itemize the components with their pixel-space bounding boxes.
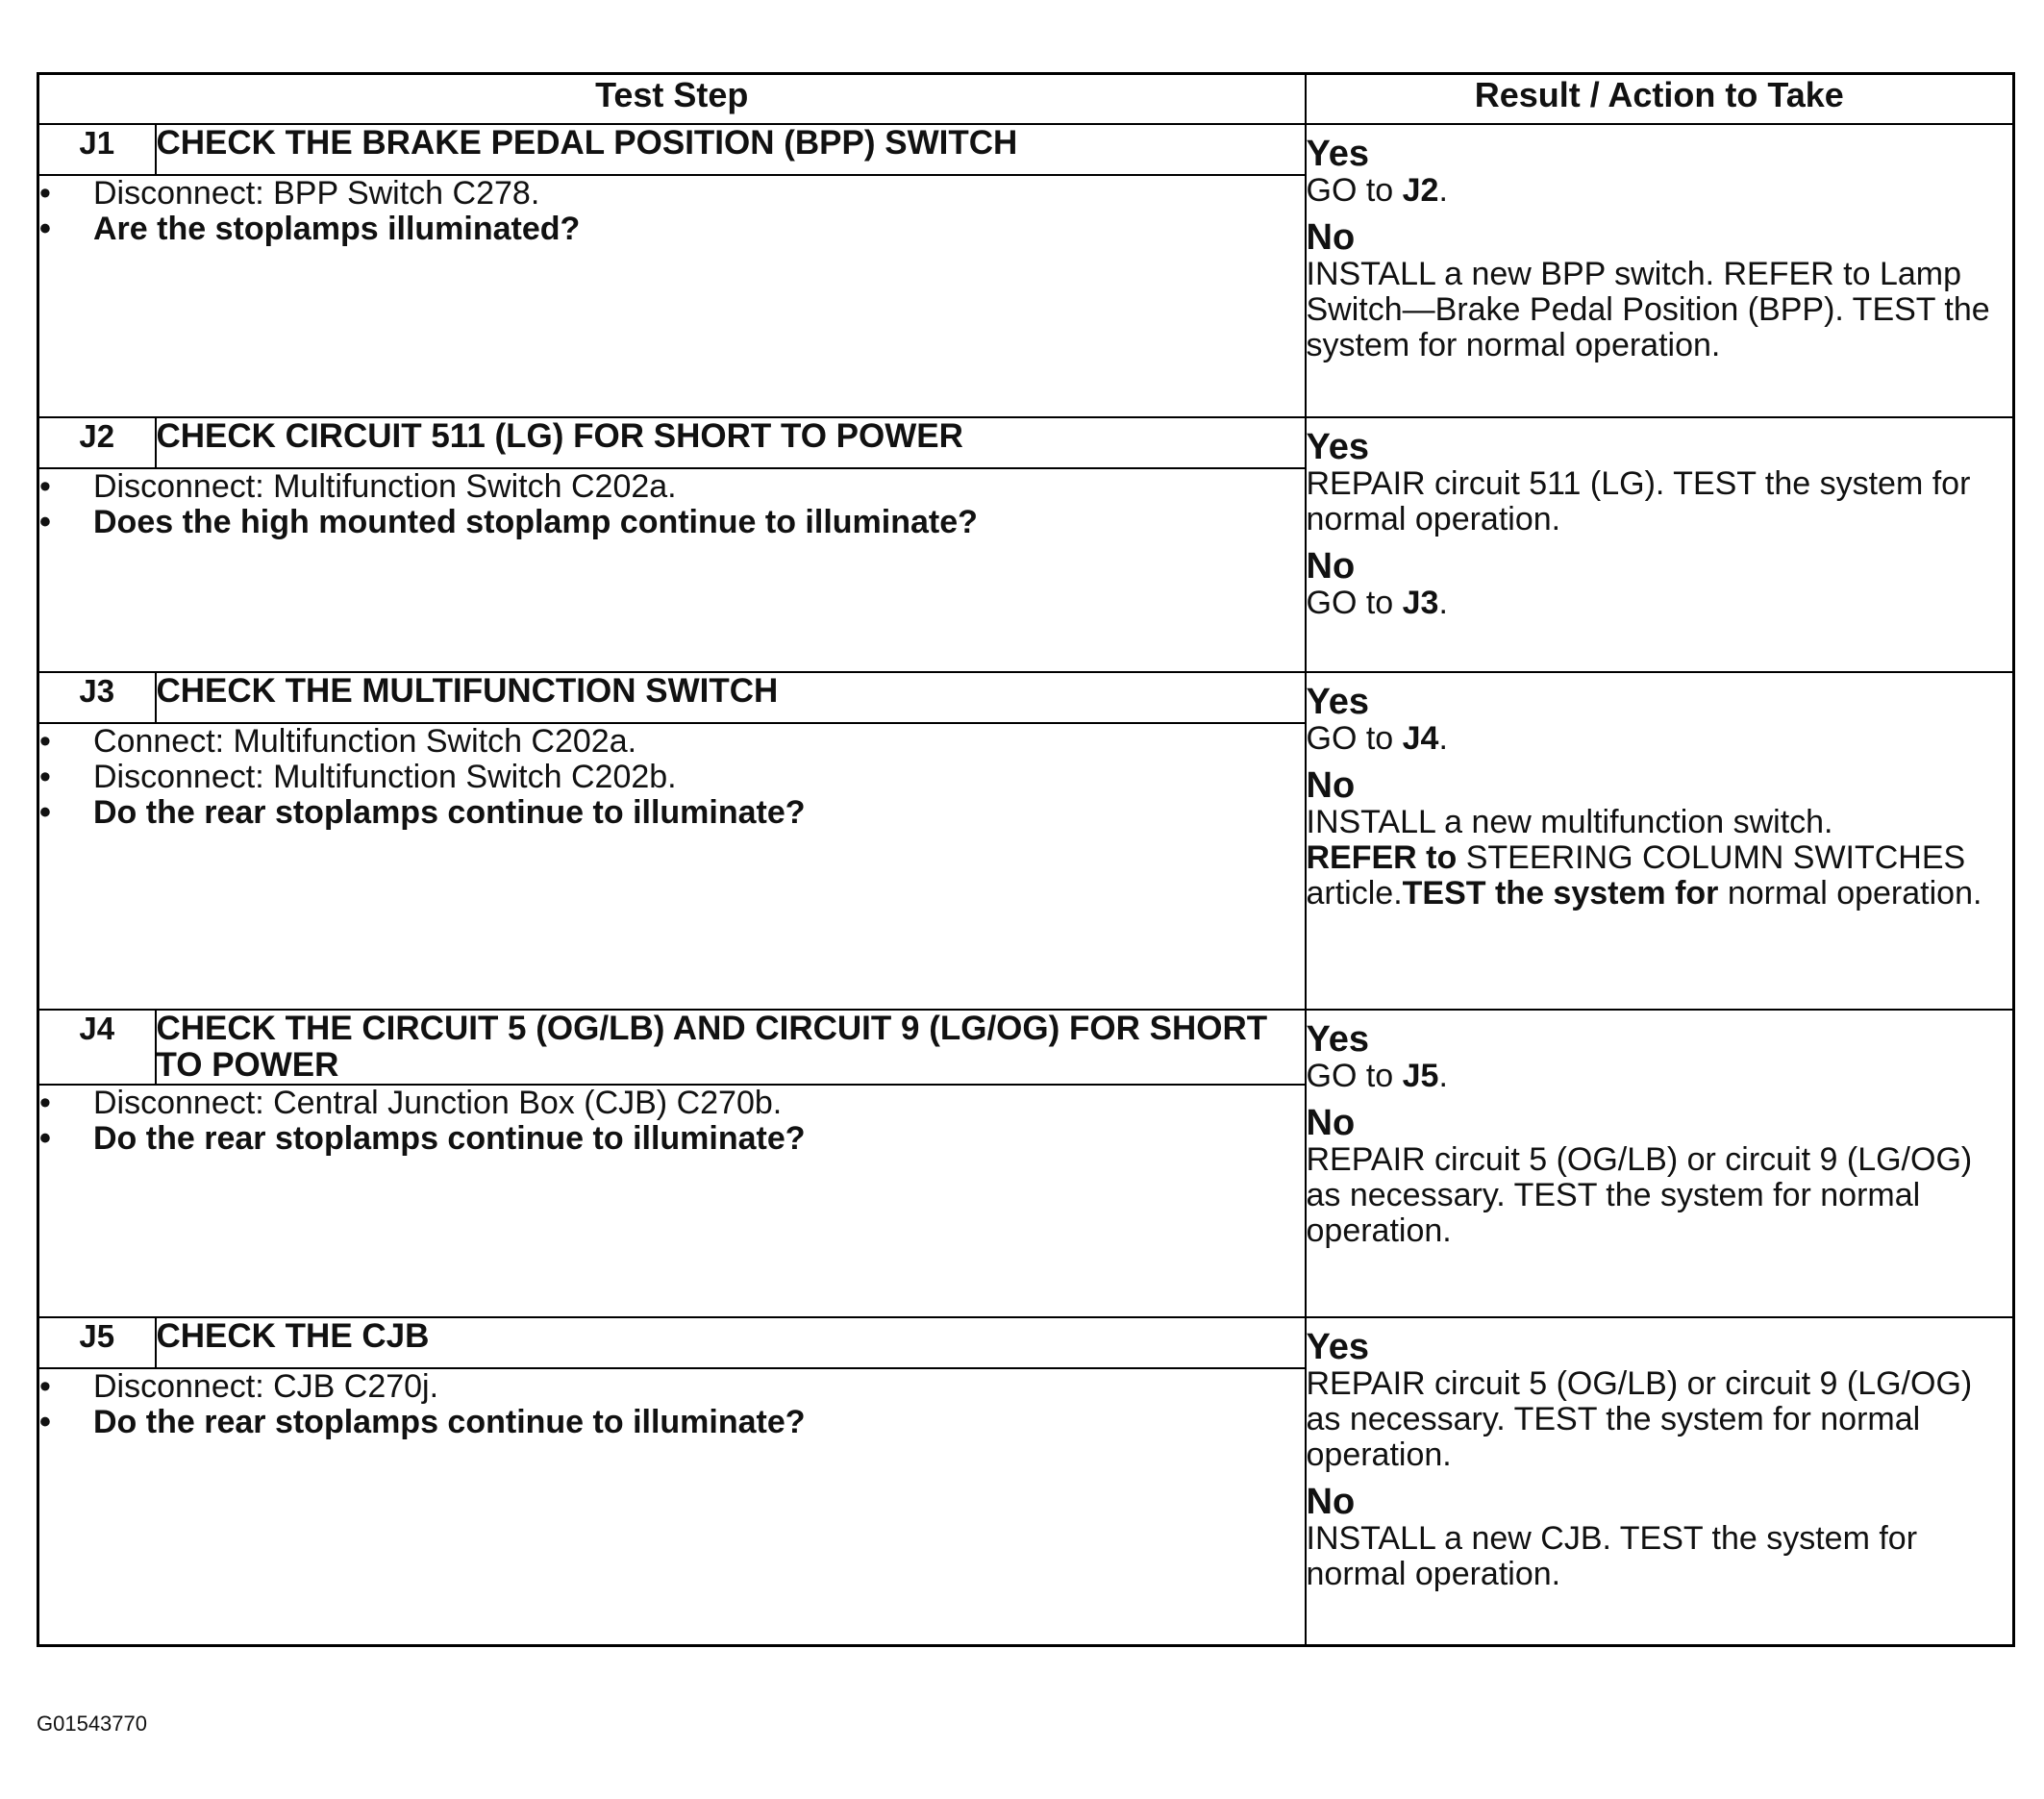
answer-yes-label: Yes bbox=[1306, 1327, 1370, 1367]
answer-no-text bbox=[1307, 257, 2013, 363]
answer-refer-label: REFER to bbox=[1306, 839, 1458, 876]
bullet-glyph: • bbox=[39, 211, 51, 247]
instruction-text: Does the high mounted stoplamp continue to illuminate? bbox=[93, 504, 978, 540]
answer-goto-step: J3 bbox=[1402, 585, 1439, 621]
bullet-glyph: • bbox=[39, 175, 51, 212]
step-instruction-list bbox=[39, 469, 1305, 540]
diagnostic-table-container bbox=[37, 72, 2012, 1647]
answer-no bbox=[1307, 547, 2013, 621]
instruction-text: Do the rear stoplamps continue to illuminate? bbox=[93, 1404, 806, 1440]
answer-no-label: No bbox=[1306, 546, 1356, 587]
step-instruction-list bbox=[39, 176, 1305, 247]
answer-text: REPAIR circuit 511 (LG). TEST the system for normal operation. bbox=[1306, 465, 1971, 537]
bullet-glyph: • bbox=[39, 1085, 51, 1121]
answer-yes-text bbox=[1307, 1366, 2013, 1473]
answer-text: GO to bbox=[1306, 172, 1403, 209]
answer-yes bbox=[1307, 135, 2013, 209]
step-instructions-cell bbox=[38, 1085, 1306, 1317]
answer-text: REPAIR circuit 5 (OG/LB) or circuit 9 (LG/OG) as necessary. TEST the system for normal operation. bbox=[1306, 1141, 1973, 1249]
answer-yes-label: Yes bbox=[1306, 682, 1370, 722]
step-result-cell bbox=[1306, 124, 2014, 417]
answer-text: GO to bbox=[1306, 1058, 1403, 1094]
answer-punct: . bbox=[1438, 1058, 1448, 1094]
table-body bbox=[38, 124, 2014, 1646]
bullet-glyph: • bbox=[39, 759, 51, 795]
step-instruction bbox=[39, 469, 1305, 505]
diagnostic-table bbox=[37, 72, 2015, 1647]
answer-no-label: No bbox=[1306, 1103, 1356, 1143]
answer-yes bbox=[1307, 683, 2013, 757]
instruction-text: Disconnect: BPP Switch C278. bbox=[93, 175, 540, 212]
bullet-glyph: • bbox=[39, 723, 51, 760]
step-instruction bbox=[39, 724, 1305, 760]
step-question bbox=[39, 212, 1305, 247]
answer-test-text: normal operation. bbox=[1718, 875, 1982, 912]
step-id: J4 bbox=[38, 1010, 156, 1085]
answer-no-text bbox=[1307, 586, 2013, 621]
header-result-action: Result / Action to Take bbox=[1306, 74, 2014, 125]
bullet-glyph: • bbox=[39, 1368, 51, 1405]
answer-yes bbox=[1307, 428, 2013, 537]
answer-punct: . bbox=[1438, 585, 1448, 621]
answer-punct: . bbox=[1438, 172, 1448, 209]
answer-no-text bbox=[1307, 1142, 2013, 1249]
step-result-cell bbox=[1306, 417, 2014, 672]
bullet-glyph: • bbox=[39, 1404, 51, 1440]
step-title-row bbox=[38, 1010, 2014, 1085]
bullet-glyph: • bbox=[39, 1120, 51, 1157]
instruction-text: Disconnect: Central Junction Box (CJB) C270b. bbox=[93, 1085, 783, 1121]
step-title: CHECK THE MULTIFUNCTION SWITCH bbox=[156, 672, 1306, 723]
step-question bbox=[39, 795, 1305, 831]
answer-no bbox=[1307, 218, 2013, 363]
instruction-text: Disconnect: Multifunction Switch C202a. bbox=[93, 468, 677, 505]
answer-no-label: No bbox=[1306, 765, 1356, 806]
answer-no-label: No bbox=[1306, 217, 1356, 258]
instruction-text: Connect: Multifunction Switch C202a. bbox=[93, 723, 637, 760]
step-result-cell bbox=[1306, 1010, 2014, 1317]
instruction-text: Disconnect: CJB C270j. bbox=[93, 1368, 439, 1405]
step-instruction-list bbox=[39, 1369, 1305, 1440]
instruction-text: Do the rear stoplamps continue to illuminate? bbox=[93, 1120, 806, 1157]
step-instructions-cell bbox=[38, 723, 1306, 1010]
answer-no bbox=[1307, 1483, 2013, 1592]
step-id: J1 bbox=[38, 124, 156, 175]
answer-no-label: No bbox=[1306, 1482, 1356, 1522]
answer-test-label: TEST the system for bbox=[1402, 875, 1719, 912]
step-title-row bbox=[38, 417, 2014, 468]
instruction-text: Are the stoplamps illuminated? bbox=[93, 211, 581, 247]
answer-goto-step: J5 bbox=[1402, 1058, 1439, 1094]
step-instructions-cell bbox=[38, 1368, 1306, 1646]
step-instruction bbox=[39, 1369, 1305, 1405]
bullet-glyph: • bbox=[39, 504, 51, 540]
step-title: CHECK THE BRAKE PEDAL POSITION (BPP) SWITCH bbox=[156, 124, 1306, 175]
answer-no-text bbox=[1307, 1521, 2013, 1592]
bullet-glyph: • bbox=[39, 468, 51, 505]
table-header-row bbox=[38, 74, 2014, 125]
answer-yes bbox=[1307, 1328, 2013, 1473]
answer-text: REPAIR circuit 5 (OG/LB) or circuit 9 (LG/OG) as necessary. TEST the system for normal operation. bbox=[1306, 1365, 1973, 1473]
answer-text: INSTALL a new CJB. TEST the system for normal operation. bbox=[1306, 1520, 1918, 1592]
step-id: J5 bbox=[38, 1317, 156, 1368]
step-instruction bbox=[39, 760, 1305, 795]
answer-yes bbox=[1307, 1020, 2013, 1094]
answer-yes-label: Yes bbox=[1306, 427, 1370, 467]
answer-yes-label: Yes bbox=[1306, 1019, 1370, 1060]
answer-no bbox=[1307, 766, 2013, 912]
step-question bbox=[39, 1405, 1305, 1440]
answer-yes-label: Yes bbox=[1306, 134, 1370, 174]
answer-text: GO to bbox=[1306, 585, 1403, 621]
answer-yes-text bbox=[1307, 721, 2013, 757]
answer-yes-text bbox=[1307, 173, 2013, 209]
answer-text: GO to bbox=[1306, 720, 1403, 757]
step-result-cell bbox=[1306, 1317, 2014, 1646]
step-title-row bbox=[38, 1317, 2014, 1368]
step-id: J2 bbox=[38, 417, 156, 468]
step-instruction-list bbox=[39, 1086, 1305, 1157]
answer-refer-text: STEERING COLUMN SWITCHES article. bbox=[1306, 839, 1966, 912]
answer-yes-text bbox=[1307, 1059, 2013, 1094]
step-question bbox=[39, 505, 1305, 540]
step-instruction-list bbox=[39, 724, 1305, 831]
step-question bbox=[39, 1121, 1305, 1157]
figure-id: G01543770 bbox=[37, 1712, 147, 1736]
answer-yes-text bbox=[1307, 466, 2013, 537]
bullet-glyph: • bbox=[39, 794, 51, 831]
step-instructions-cell bbox=[38, 468, 1306, 672]
step-instruction bbox=[39, 1086, 1305, 1121]
answer-no-text bbox=[1307, 805, 2013, 912]
header-test-step: Test Step bbox=[38, 74, 1306, 125]
instruction-text: Disconnect: Multifunction Switch C202b. bbox=[93, 759, 677, 795]
step-instruction bbox=[39, 176, 1305, 212]
step-title: CHECK THE CIRCUIT 5 (OG/LB) AND CIRCUIT 9 (LG/OG) FOR SHORT TO POWER bbox=[156, 1010, 1306, 1085]
step-title: CHECK CIRCUIT 511 (LG) FOR SHORT TO POWER bbox=[156, 417, 1306, 468]
answer-punct: . bbox=[1438, 720, 1448, 757]
step-title-row bbox=[38, 124, 2014, 175]
instruction-text: Do the rear stoplamps continue to illuminate? bbox=[93, 794, 806, 831]
step-title-row bbox=[38, 672, 2014, 723]
answer-text: INSTALL a new BPP switch. REFER to Lamp Switch—Brake Pedal Position (BPP). TEST the system for normal operation. bbox=[1306, 256, 1990, 363]
answer-no bbox=[1307, 1104, 2013, 1249]
step-instructions-cell bbox=[38, 175, 1306, 417]
step-result-cell bbox=[1306, 672, 2014, 1010]
answer-goto-step: J4 bbox=[1402, 720, 1439, 757]
answer-text: INSTALL a new multifunction switch. bbox=[1306, 804, 1833, 840]
step-title: CHECK THE CJB bbox=[156, 1317, 1306, 1368]
step-id: J3 bbox=[38, 672, 156, 723]
answer-goto-step: J2 bbox=[1402, 172, 1439, 209]
